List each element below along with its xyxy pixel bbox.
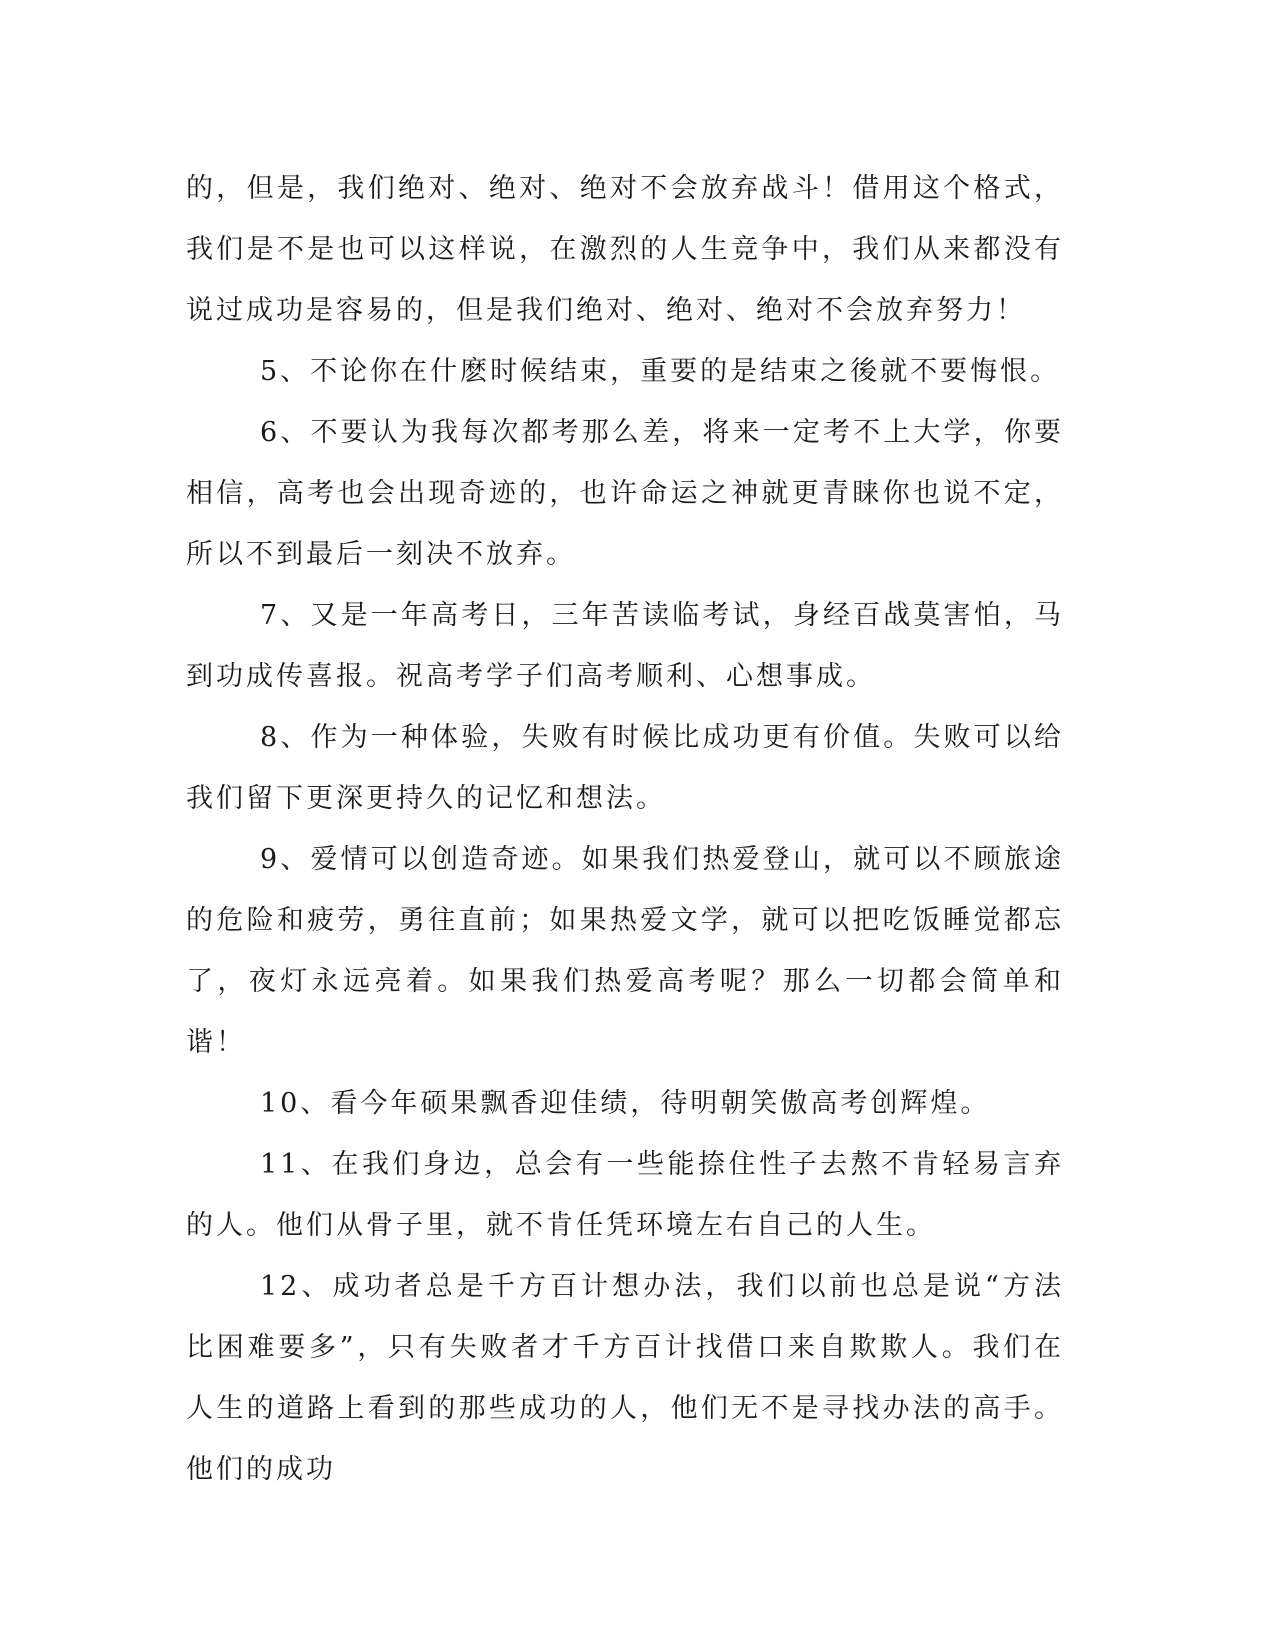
paragraph-item-6: 6、不要认为我每次都考那么差，将来一定考不上大学，你要相信，高考也会出现奇迹的，也许命运之神就更青睐你也说不定，所以不到最后一刻决不放弃。 [186, 417, 1064, 570]
paragraph-item-7: 7、又是一年高考日，三年苦读临考试，身经百战莫害怕，马到功成传喜报。祝高考学子们高考顺利、心想事成。 [186, 600, 1064, 692]
paragraph-item-9: 9、爱情可以创造奇迹。如果我们热爱登山，就可以不顾旅途的危险和疲劳，勇往直前；如果热爱文学，就可以把吃饭睡觉都忘了，夜灯永远亮着。如果我们热爱高考呢？那么一切都会简单和谐！ [186, 844, 1064, 1058]
paragraph-item-10: 10、看今年硕果飘香迎佳绩，待明朝笑傲高考创辉煌。 [260, 1088, 991, 1119]
paragraph-item-11: 11、在我们身边，总会有一些能捺住性子去熬不肯轻易言弃的人。他们从骨子里，就不肯任凭环境左右自己的人生。 [186, 1149, 1064, 1241]
document-body [186, 158, 1064, 1500]
paragraph-item-5: 5、不论你在什麽时候结束，重要的是结束之後就不要悔恨。 [260, 356, 1061, 387]
paragraph-item-12: 12、成功者总是千方百计想办法，我们以前也总是说“方法比困难要多”，只有失败者才千方百计找借口来自欺欺人。我们在人生的道路上看到的那些成功的人，他们无不是寻找办法的高手。他们的成功 [186, 1271, 1064, 1485]
paragraph-continued: 的，但是，我们绝对、绝对、绝对不会放弃战斗！借用这个格式，我们是不是也可以这样说，在激烈的人生竞争中，我们从来都没有说过成功是容易的，但是我们绝对、绝对、绝对不会放弃努力！ [186, 173, 1064, 326]
paragraph-item-8: 8、作为一种体验，失败有时候比成功更有价值。失败可以给我们留下更深更持久的记忆和想法。 [186, 722, 1064, 814]
